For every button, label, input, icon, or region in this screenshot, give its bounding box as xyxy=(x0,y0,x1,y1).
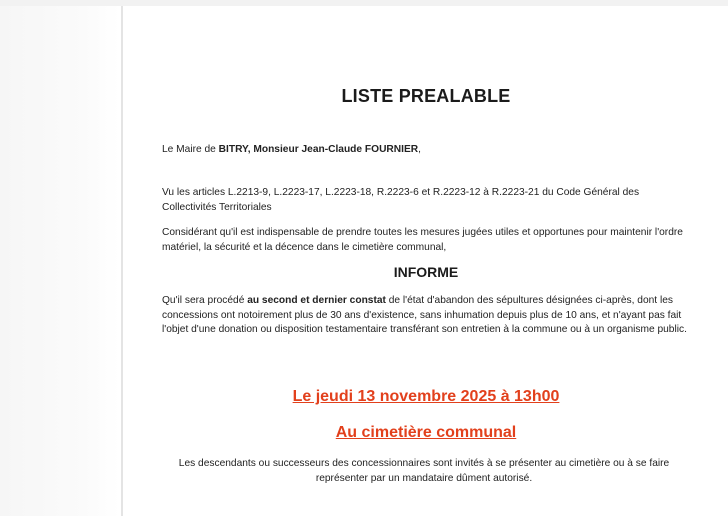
maire-suffix: , xyxy=(418,144,421,155)
event-location: Au cimetière communal xyxy=(335,424,517,441)
constat-paragraph xyxy=(162,294,688,338)
maire-separator: , Monsieur Jean-Claude xyxy=(247,144,363,155)
event-date: Le jeudi 13 novembre 2025 à 13h00 xyxy=(292,388,560,405)
document-page xyxy=(124,6,728,516)
commune-name: BITRY xyxy=(218,144,248,155)
descendants-paragraph: Les descendants ou successeurs des concessionnaires sont invités à se présenter au cimetière ou à se faire représenter par un mandataire dûment autorisé. xyxy=(178,458,670,484)
maire-prefix: Le Maire de xyxy=(162,144,216,155)
vu-articles-paragraph: Vu les articles L.2213-9, L.2223-17, L.2223-18, R.2223-6 et R.2223-12 à R.2223-21 du Code Général des Collectivités Territoriales xyxy=(162,187,640,213)
considerant-paragraph: Considérant qu'il est indispensable de prendre toutes les mesures jugées utiles et opportunes pour maintenir l'ordre matériel, la sécurité et la décence dans le cimetière communal, xyxy=(162,227,683,253)
maire-line xyxy=(162,143,686,158)
constat-bold: au second et dernier constat xyxy=(247,295,386,306)
constat-start: Qu'il sera procédé xyxy=(162,295,245,306)
scan-page-edge xyxy=(121,0,123,516)
informe-heading: INFORME xyxy=(393,264,459,280)
document-title: LISTE PREALABLE xyxy=(341,86,511,106)
scan-margin xyxy=(0,0,120,516)
constat-end: de l'état d'abandon des sépultures désignées ci-après, dont les concessions ont notoirement plus de 30 ans d'existence, sans inhumation depuis plus de 10 ans, et n'ayant pas fait l'objet d'une donation ou disposition testamentaire transférant son entretien à la commune ou à un organisme public. xyxy=(162,295,687,335)
maire-name: FOURNIER xyxy=(364,144,419,155)
